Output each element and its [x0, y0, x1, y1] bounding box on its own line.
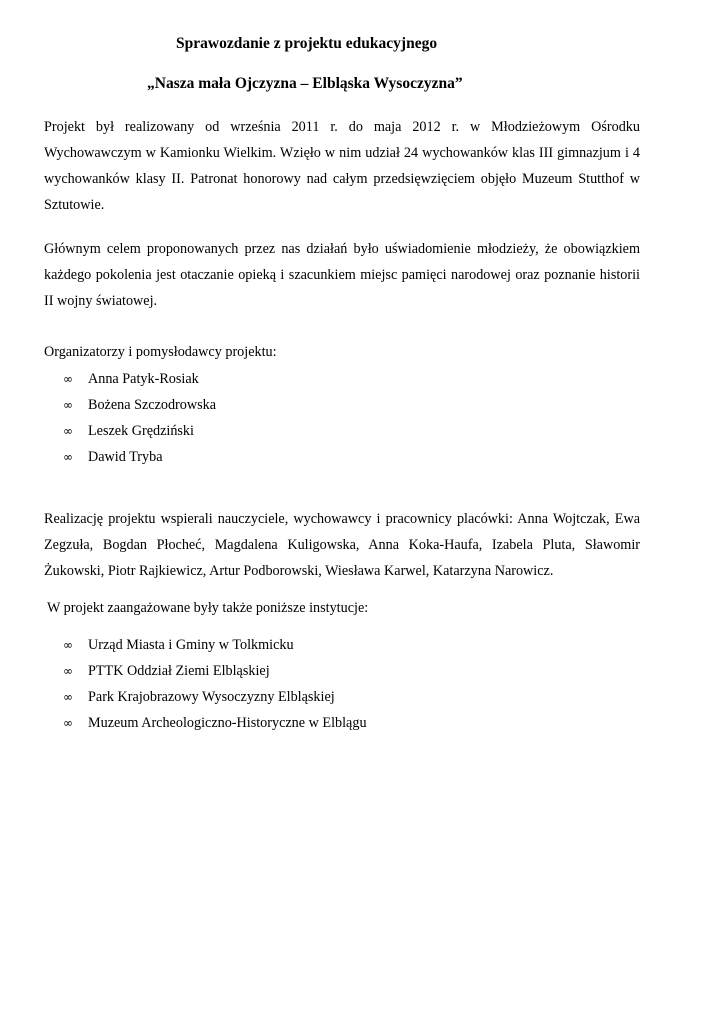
infinity-bullet-icon: ∞	[63, 450, 73, 464]
infinity-bullet-icon: ∞	[63, 398, 73, 412]
organizer-name: Bożena Szczodrowska	[88, 397, 217, 413]
institution-name: Park Krajobrazowy Wysoczyzny Elbląskiej	[88, 689, 335, 705]
organizer-name: Dawid Tryba	[88, 449, 163, 465]
document-subtitle: „Nasza mała Ojczyzna – Elbląska Wysoczyzna”	[147, 75, 463, 92]
organizers-heading: Organizatorzy i pomysłodawcy projektu:	[44, 344, 277, 360]
infinity-bullet-icon: ∞	[63, 690, 73, 704]
institutions-heading: W projekt zaangażowane były także poniższe instytucje:	[47, 600, 369, 616]
infinity-bullet-icon: ∞	[63, 424, 73, 438]
document-title: Sprawozdanie z projektu edukacyjnego	[176, 35, 438, 52]
infinity-bullet-icon: ∞	[63, 638, 73, 652]
infinity-bullet-icon: ∞	[63, 664, 73, 678]
paragraph-goal: Głównym celem proponowanych przez nas działań było uświadomienie młodzieży, że obowiązkiem każdego pokolenia jest otaczanie opieką i szacunkiem miejsc pamięci narodowej oraz poznanie historii II wojny światowej.	[44, 241, 640, 309]
institution-name: Muzeum Archeologiczno-Historyczne w Elblągu	[88, 715, 367, 731]
organizer-name: Anna Patyk-Rosiak	[88, 371, 199, 387]
infinity-bullet-icon: ∞	[63, 372, 73, 386]
institution-name: Urząd Miasta i Gminy w Tolkmicku	[88, 637, 294, 653]
institution-name: PTTK Oddział Ziemi Elbląskiej	[88, 663, 270, 679]
organizer-name: Leszek Grędziński	[88, 423, 194, 439]
paragraph-project-info: Projekt był realizowany od września 2011 r. do maja 2012 r. w Młodzieżowym Ośrodku Wychowawczym w Kamionku Wielkim. Wzięło w nim udział 24 wychowanków klas III gimnazjum i 4 wychowanków klasy II. Patronat honorowy nad całym przedsięwzięciem objęło Muzeum Stutthof w Sztutowie.	[44, 119, 640, 213]
paragraph-supporters: Realizację projektu wspierali nauczyciele, wychowawcy i pracownicy placówki: Anna Wojtczak, Ewa Zegzuła, Bogdan Płocheć, Magdalena Kuligowska, Anna Koka-Haufa, Izabela Pluta, Sławomir Żukowski, Piotr Rajkiewicz, Artur Podborowski, Wiesława Karwel, Katarzyna Narowicz.	[44, 511, 640, 579]
infinity-bullet-icon: ∞	[63, 716, 73, 730]
